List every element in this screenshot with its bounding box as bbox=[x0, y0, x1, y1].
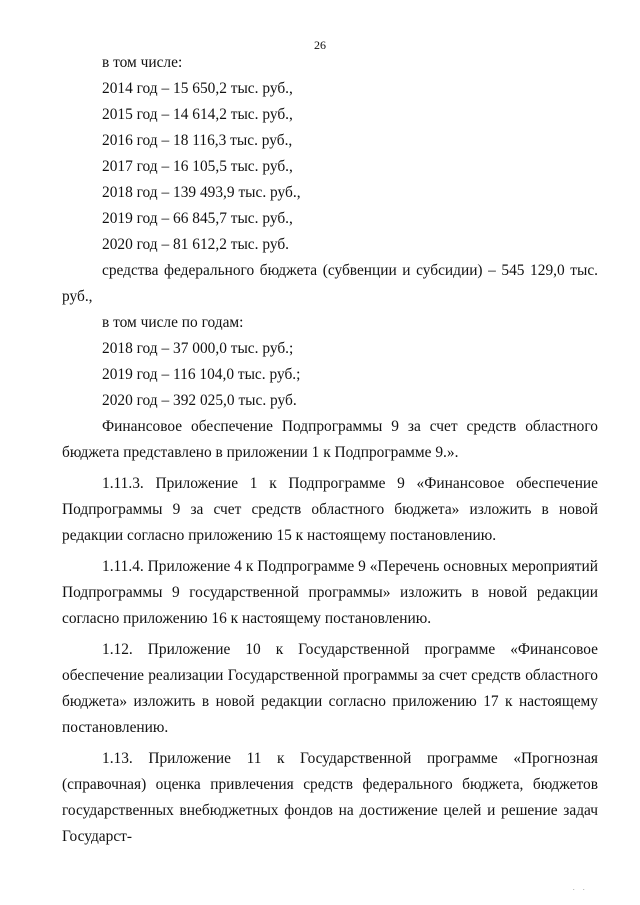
year-amount-line: 2018 год – 139 493,9 тыс. руб., bbox=[102, 184, 301, 201]
year-amount-line: 2017 год – 16 105,5 тыс. руб., bbox=[102, 158, 293, 175]
year-amount-line: 2020 год – 81 612,2 тыс. руб. bbox=[102, 236, 290, 253]
year-amount-line: 2018 год – 37 000,0 тыс. руб.; bbox=[102, 340, 294, 357]
year-amount-line: 2019 год – 116 104,0 тыс. руб.; bbox=[102, 366, 301, 383]
year-amount-line: 2016 год – 18 116,3 тыс. руб., bbox=[102, 132, 293, 149]
year-amount-line: 2020 год – 392 025,0 тыс. руб. bbox=[102, 392, 297, 409]
body-paragraph: 1.11.3. Приложение 1 к Подпрограмме 9 «Финансовое обеспечение Подпрограммы 9 за счет средств областного бюджета» изложить в новой редакции согласно приложению 15 к настоящему постановлению. bbox=[62, 475, 598, 544]
body-paragraph: Финансовое обеспечение Подпрограммы 9 за счет средств областного бюджета представлено в приложении 1 к Подпрограмме 9.». bbox=[62, 418, 598, 461]
footer-mark: · · bbox=[572, 886, 588, 894]
document-body bbox=[62, 50, 598, 850]
text-line: в том числе: bbox=[102, 54, 183, 71]
federal-funds-paragraph: средства федерального бюджета (субвенции и субсидии) – 545 129,0 тыс. руб., bbox=[62, 262, 598, 305]
year-amount-line: 2015 год – 14 614,2 тыс. руб., bbox=[102, 106, 293, 123]
year-amount-line: 2019 год – 66 845,7 тыс. руб., bbox=[102, 210, 293, 227]
text-line: в том числе по годам: bbox=[102, 314, 244, 331]
body-paragraph: 1.13. Приложение 11 к Государственной программе «Прогнозная (справочная) оценка привлечения средств федерального бюджета, бюджетов государственных внебюджетных фондов на достижение целей и решение задач Государст- bbox=[62, 750, 598, 845]
body-paragraph: 1.11.4. Приложение 4 к Подпрограмме 9 «Перечень основных мероприятий Подпрограммы 9 государственной программы» изложить в новой редакции согласно приложению 16 к настоящему постановлению. bbox=[62, 558, 598, 627]
page-number: 26 bbox=[314, 38, 326, 52]
year-amount-line: 2014 год – 15 650,2 тыс. руб., bbox=[102, 80, 293, 97]
body-paragraph: 1.12. Приложение 10 к Государственной программе «Финансовое обеспечение реализации Государственной программы за счет средств областного бюджета» изложить в новой редакции согласно приложению 17 к настоящему постановлению. bbox=[62, 641, 598, 736]
